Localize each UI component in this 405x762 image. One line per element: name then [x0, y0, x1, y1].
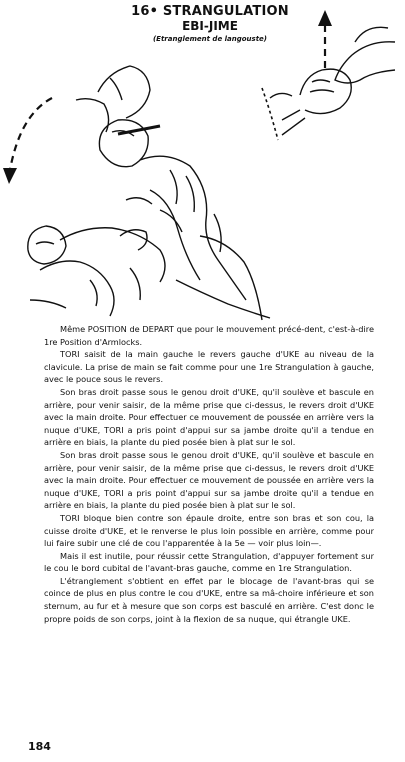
- paragraph-right-arm-repeat: Son bras droit passe sous le genou droit d'UKE, qu'il soulève et bascule en arrière, pour venir saisir, de la même prise que ci-dessus, le revers droit d'UKE avec la main droite. Pour effectuer ce mouvement de poussée en arrière vers la nuque d'UKE, TORI a pris point d'appui sur sa jambe droite qu'il a tendue en arrière en biais, la plante du pied posée bien à plat sur le sol.: [44, 449, 374, 511]
- page-number: 184: [28, 740, 51, 753]
- down-arrow-icon: [10, 98, 52, 170]
- grip-indicator-icon: [262, 88, 278, 140]
- technique-name: EBI-JIME: [182, 19, 238, 33]
- page-title: 16• STRANGULATION: [131, 4, 289, 19]
- paragraph-strangle-mechanism: L'étranglement s'obtient en effet par le blocage de l'avant-bras qui se coince de plus en plus contre le cou d'UKE, entre sa mâ-choire inférieure et son sternum, au fur et à mesure que son corps est basculé en arrière. C'est donc le propre poids de son corps, joint à la flexion de sa nuque, qui étrangle UKE.: [44, 575, 374, 624]
- paragraph-right-arm: Son bras droit passe sous le genou droit d'UKE, qu'il soulève et bascule en arrière, pour venir saisir, de la même prise que ci-dessus, le revers droit d'UKE avec la main droite. Pour effectuer ce mouvement de poussée en arrière vers la nuque d'UKE, TORI a pris point d'appui sur sa jambe droite qu'il a tendue en arrière en biais, la plante du pied posée bien à plat sur le sol.: [44, 386, 374, 448]
- paragraph-left-grip: TORI saisit de la main gauche le revers gauche d'UKE au niveau de la clavicule. La prise de main se fait comme pour une 1re Strangulation à gauche, avec le pouce sous le revers.: [44, 349, 374, 385]
- technique-illustration: [0, 0, 405, 330]
- down-arrow-head-icon: [3, 168, 17, 184]
- hand-grip-inset: [270, 27, 395, 135]
- up-arrow-head-icon: [318, 10, 332, 26]
- paragraph-starting-position: Même POSITION de DEPART que pour le mouvement précé-dent, c'est-à-dire 1re Position d'Armlocks.: [44, 324, 374, 347]
- body-text: [44, 323, 374, 625]
- technique-translation: (Etranglement de langouste): [152, 35, 268, 43]
- paragraph-shoulder-block: TORI bloque bien contre son épaule droite, entre son bras et son cou, la cuisse droite d'UKE, et le renverse le plus loin possible en arrière, comme pour lui faire subir une clé de cou l'apparentée à la 5e — voir plus loin—.: [44, 512, 374, 549]
- fighters-figure: [28, 66, 270, 320]
- paragraph-no-pressure: Mais il est inutile, pour réussir cette Strangulation, d'appuyer fortement sur le cou le bord cubital de l'avant-bras gauche, comme en 1re Strangulation.: [44, 550, 374, 574]
